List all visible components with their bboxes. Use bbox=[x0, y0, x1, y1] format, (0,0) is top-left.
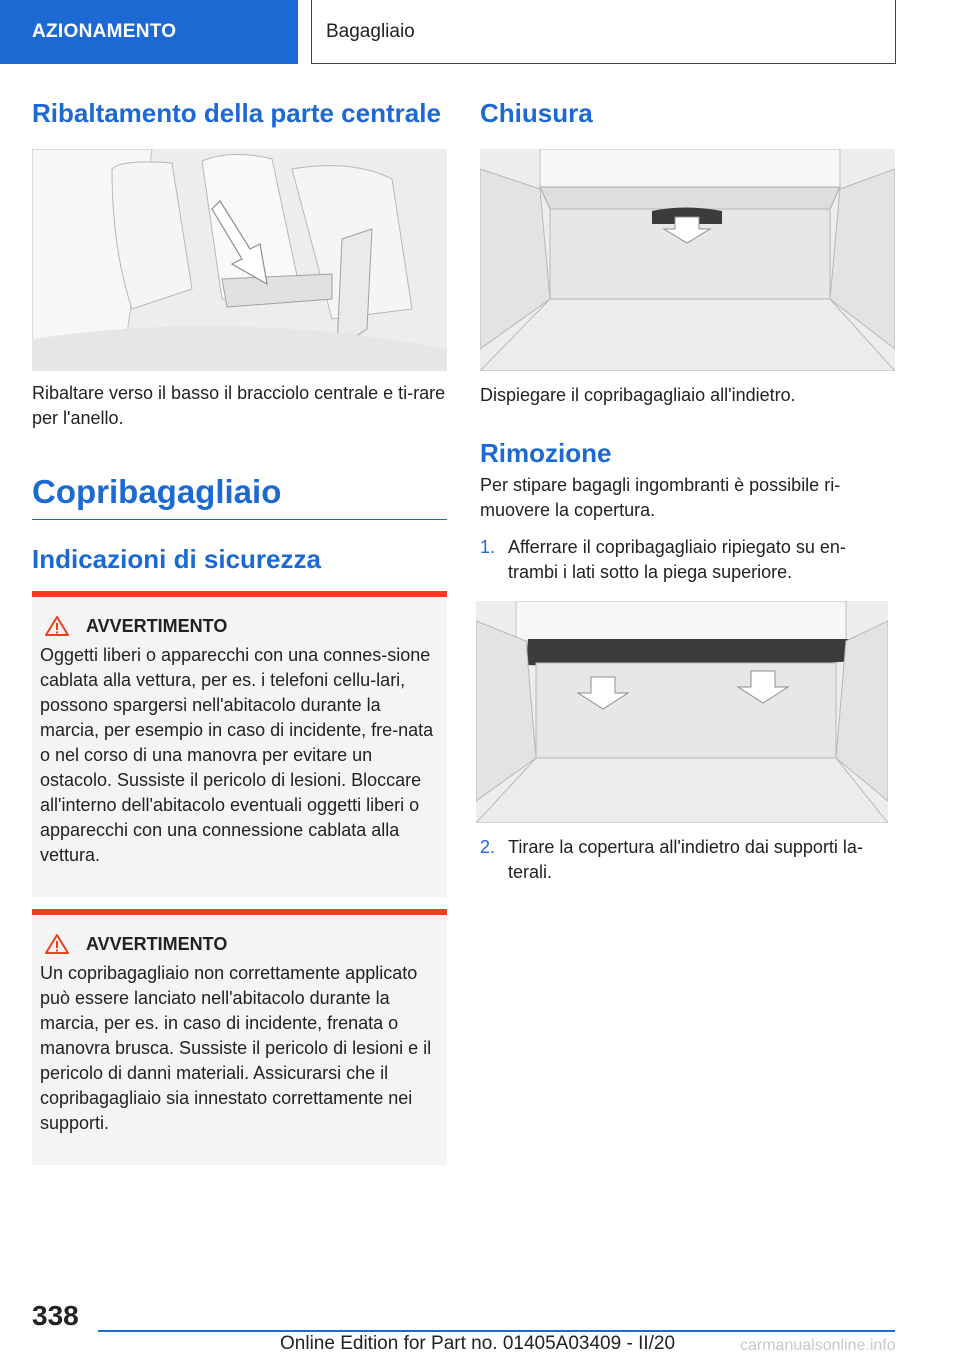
removal-illustration bbox=[476, 601, 888, 823]
section-tab bbox=[0, 0, 298, 64]
footer-watermark: carmanualsonline.info bbox=[740, 1337, 896, 1354]
footer-rule bbox=[98, 1330, 895, 1332]
warning-text-2: Un copribagagliaio non correttamente applicato può essere lanciato nell'abitacolo durante la marcia, per es. in caso di incidente, frenata o manovra brusca. Sussiste il pericolo di lesioni e il pericolo di danni materiali. Assicurarsi che il copribagagliaio sia innestato correttamente nei supporti. bbox=[40, 963, 432, 1134]
title-safety: Indicazioni di sicurezza bbox=[32, 544, 321, 575]
page-number: 338 bbox=[32, 1300, 79, 1331]
armrest-illustration bbox=[32, 149, 447, 371]
chapter-tab bbox=[311, 0, 896, 64]
title-closing: Chiusura bbox=[480, 98, 593, 128]
warning-box-2 bbox=[32, 909, 447, 1165]
warning-triangle-icon bbox=[44, 615, 70, 637]
step-text-2: Tirare la copertura all'indietro dai supporti la-terali. bbox=[508, 837, 863, 883]
title-armrest: Ribaltamento della parte centrale bbox=[32, 98, 441, 128]
warning-triangle-icon bbox=[44, 933, 70, 955]
left-column bbox=[32, 98, 447, 1165]
step-2 bbox=[480, 835, 895, 885]
step-1 bbox=[480, 535, 895, 585]
warning-text-1: Oggetti liberi o apparecchi con una connes-sione cablata alla vettura, per es. i telefoni cellu-lari, possono spargersi nell'abitacolo durante la marcia, per esempio in caso di incidente, fre-nata o nel corso di una manovra per evitare un ostacolo. Sussiste il pericolo di lesioni. Bloccare all'interno dell'abitacolo eventuali oggetti liberi o apparecchi con una connessione cablata alla vettura. bbox=[40, 645, 434, 866]
warning-box-1 bbox=[32, 591, 447, 897]
footer-edition: Online Edition for Part no. 01405A03409 - II/20 bbox=[280, 1333, 676, 1354]
title-removal: Rimozione bbox=[480, 438, 612, 469]
closing-illustration bbox=[480, 149, 895, 371]
chapter-label: Bagagliaio bbox=[326, 20, 415, 42]
warning-header-1 bbox=[40, 615, 439, 637]
warning-header-2 bbox=[40, 933, 439, 955]
warning-title-2: AVVERTIMENTO bbox=[86, 933, 228, 954]
right-column bbox=[480, 98, 895, 885]
warning-title-1: AVVERTIMENTO bbox=[86, 615, 228, 636]
section-label: AZIONAMENTO bbox=[32, 21, 177, 42]
title-cover: Copribagagliaio bbox=[32, 473, 447, 520]
step-text-1: Afferrare il copribagagliaio ripiegato su en-trambi i lati sotto la piega superiore. bbox=[508, 537, 846, 583]
step-number-2: 2. bbox=[480, 837, 496, 858]
closing-caption: Dispiegare il copribagagliaio all'indietro. bbox=[480, 385, 796, 406]
removal-intro: Per stipare bagagli ingombranti è possibile ri-muovere la copertura. bbox=[480, 475, 841, 521]
armrest-caption: Ribaltare verso il basso il bracciolo centrale e ti-rare per l'anello. bbox=[32, 383, 446, 429]
step-number-1: 1. bbox=[480, 537, 496, 558]
